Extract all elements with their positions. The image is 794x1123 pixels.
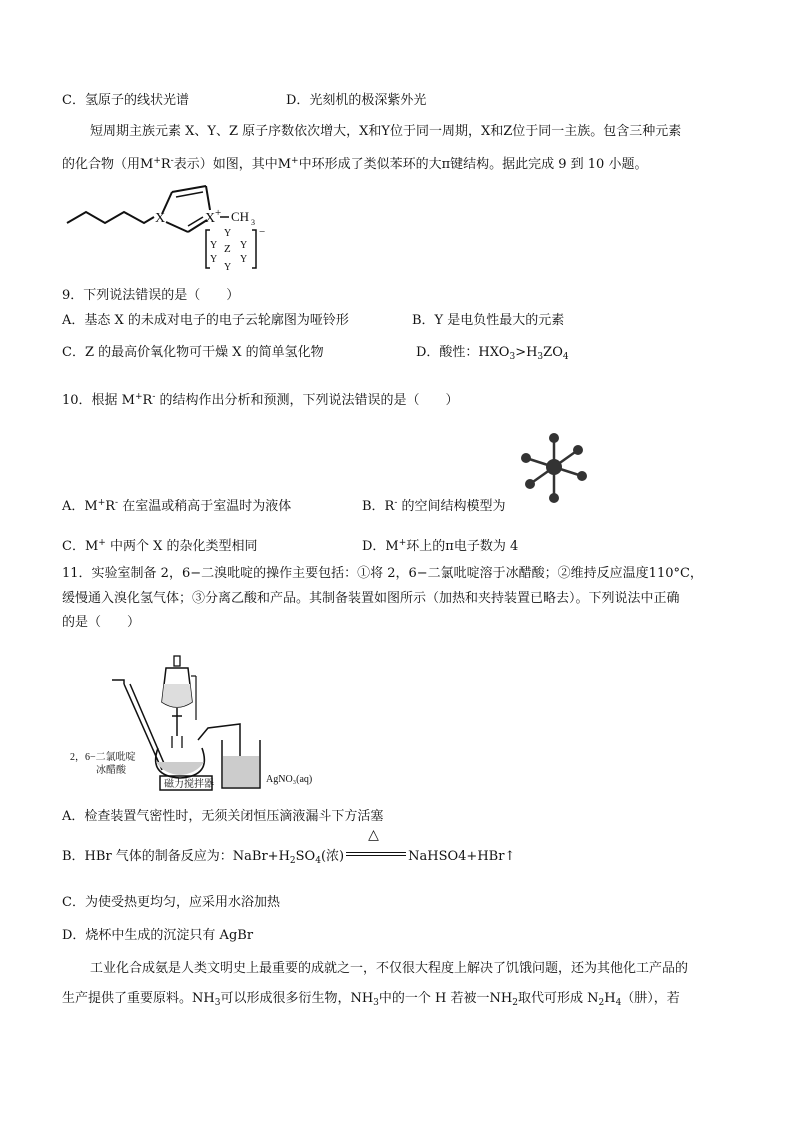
svg-text:Y: Y (240, 254, 248, 265)
q11-option-a: A．检查装置气密性时，无须关闭恒压滴液漏斗下方活塞 (62, 809, 384, 824)
svg-text:Y: Y (210, 240, 218, 251)
q11-stem-line3: 的是（ ） (62, 615, 141, 630)
q11-option-b: B．HBr 气体的制备反应为：$NaBr+H_2SO_4$(浓) △ NaHSO4+HBr↑ (62, 827, 516, 866)
ionic-liquid-structure (62, 180, 272, 273)
svg-text:Y: Y (240, 240, 248, 251)
svg-text:−: − (259, 226, 266, 238)
svg-text:3: 3 (251, 218, 255, 227)
ring-x-right: X (205, 211, 216, 226)
q9-option-a: A．基态 X 的未成对电子的电子云轮廓图为哑铃形 (62, 313, 349, 328)
flask-label-reagent: 2，6−二氯吡啶 (70, 752, 136, 763)
svg-text:Z: Z (224, 243, 231, 255)
stem1-line1: 短周期主族元素 X、Y、Z 原子序数依次增大，X和Y位于同一周期，X和Z位于同一主族。包含三种元素 (90, 124, 682, 139)
stem1-line2: 的化合物（用M+R-表示）如图，其中M+中环形成了类似苯环的大π键结构。据此完成 9 到 10 小题。 (62, 156, 648, 172)
q10-option-c: C．M+ 中两个 X 的杂化类型相同 (62, 538, 258, 554)
flask-label-solvent: 冰醋酸 (96, 765, 126, 776)
stem2-line1: 工业化合成氨是人类文明史上最重要的成就之一，不仅很大程度上解决了饥饿问题，还为其他化工产品的 (90, 961, 689, 976)
butyl-chain (67, 212, 154, 223)
svg-text:Y: Y (224, 228, 232, 239)
svg-text:+: + (215, 207, 222, 219)
svg-text:Y: Y (210, 254, 218, 265)
heat-symbol: △ (368, 827, 379, 843)
stirrer-label: 磁力搅拌器 (164, 779, 214, 790)
q9-option-c: C．Z 的最高价氧化物可干燥 X 的简单氢化物 (62, 345, 324, 360)
q10-stem: 10．根据 M+R- 的结构作出分析和预测，下列说法错误的是（ ） (62, 392, 459, 408)
q10-option-d: D．M+环上的π电子数为 4 (362, 538, 519, 554)
q11-option-c: C．为使受热更均匀，应采用水浴加热 (62, 895, 280, 910)
methyl-label: CH (231, 209, 250, 224)
q11-option-d: D．烧杯中生成的沉淀只有 AgBr (62, 928, 254, 943)
apparatus-diagram (68, 640, 338, 790)
q9-option-b: B．Y 是电负性最大的元素 (412, 313, 565, 328)
octahedral-model (516, 428, 596, 508)
q9-option-d: D．酸性：$HXO_3>H_3ZO_4$ (416, 345, 569, 362)
q9-stem: 9．下列说法错误的是（ ） (62, 288, 240, 303)
q10-option-a: A．M+R- 在室温或稍高于室温时为液体 (62, 498, 292, 514)
q11-stem-line1: 11．实验室制备 2，6−二溴吡啶的操作主要包括：①将 2，6−二氯吡啶溶于冰醋酸；②维持反应温度110°C， (62, 566, 703, 581)
q11-stem-line2: 缓慢通入溴化氢气体；③分离乙酸和产品。其制备装置如图所示（加热和夹持装置已略去）。下列说法中正确 (62, 591, 680, 606)
q10-option-b: B．R- 的空间结构模型为 (362, 498, 506, 514)
stem2-line2: 生产提供了重要原料。$NH_3$可以形成很多衍生物，$NH_3$中的一个 H 若被一$NH_2$取代可形成 $N_2H_4$（肼），若 (62, 991, 680, 1008)
option-c-prev: C．氢原子的线状光谱 (62, 93, 189, 108)
ring-x-left: X (155, 211, 166, 226)
beaker-label: AgNO₃(aq) (266, 774, 313, 785)
option-d-prev: D．光刻机的极深紫外光 (286, 93, 427, 108)
svg-text:Y: Y (224, 262, 232, 273)
